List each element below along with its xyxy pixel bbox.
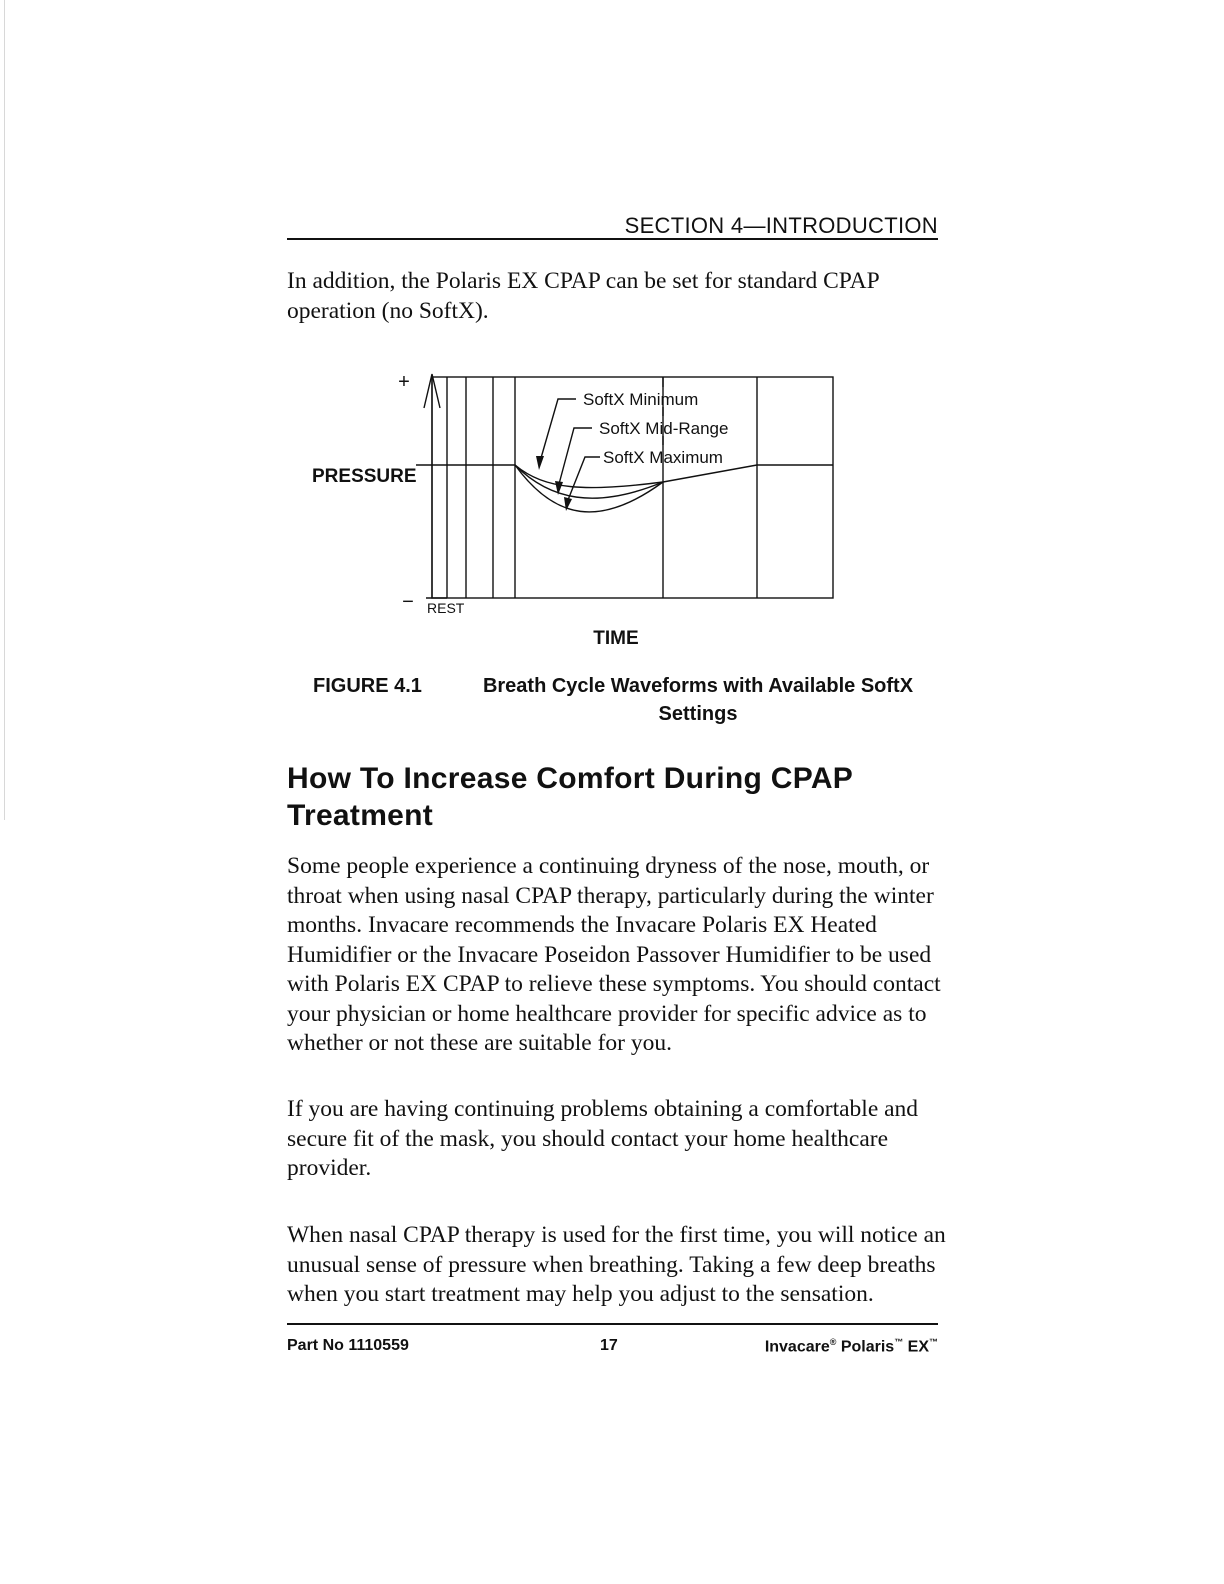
footer-rule: [287, 1323, 938, 1325]
plus-label: +: [398, 371, 410, 393]
intro-paragraph: In addition, the Polaris EX CPAP can be set for standard CPAP operation (no SoftX).: [287, 268, 879, 324]
callout-softx-midrange: SoftX Mid-Range: [599, 419, 729, 438]
footer-part-number: Part No 1110559: [287, 1337, 409, 1354]
body-paragraph: Some people experience a continuing dryness of the nose, mouth, or throat when using nasal CPAP therapy, particularly during the winter months. Invacare recommends the Invacare Polaris EX Heated Humidifier or the Invacare Poseidon Passover Humidifier to be used with Polaris EX CPAP to relieve these symptoms. You should contact your physician or home healthcare provider for specific advice as to whether or not these are suitable for you.: [287, 853, 941, 1056]
softx-midrange-curve: [515, 465, 663, 498]
rest-label: REST: [427, 600, 465, 616]
callout-softx-maximum: SoftX Maximum: [603, 448, 723, 467]
callout-leader: [541, 399, 576, 458]
figure-title: Breath Cycle Waveforms with Available SoftX Settings: [482, 675, 914, 725]
footer-product: [700, 1337, 938, 1356]
callout-softx-minimum: SoftX Minimum: [583, 390, 699, 409]
body-paragraph: If you are having continuing problems obtaining a comfortable and secure fit of the mask, you should contact your home healthcare provider.: [287, 1096, 919, 1181]
softx-minimum-curve: [515, 465, 757, 488]
footer-product-name: Polaris: [840, 1338, 895, 1356]
footer-model: EX: [907, 1338, 929, 1356]
registered-mark: ®: [829, 1337, 837, 1347]
trademark-mark: ™: [894, 1337, 904, 1347]
plot-frame: [432, 377, 833, 598]
minus-label: −: [402, 591, 414, 613]
time-label: TIME: [593, 628, 639, 649]
header-rule: [287, 238, 938, 240]
pressure-label: PRESSURE: [312, 466, 417, 487]
figure-number: FIGURE 4.1: [313, 675, 422, 697]
body-paragraph: When nasal CPAP therapy is used for the first time, you will notice an unusual sense of pressure when breathing. Taking a few deep breaths when you start treatment may help you adjust to the sensation.: [287, 1222, 946, 1307]
callout-leader: [568, 457, 600, 500]
section-heading: How To Increase Comfort During CPAP Treatment: [287, 762, 853, 832]
callout-arrowhead: [536, 456, 544, 470]
section-header: SECTION 4—INTRODUCTION: [624, 213, 938, 238]
callout-leader: [559, 428, 592, 484]
footer-page-number: 17: [600, 1337, 618, 1354]
softx-maximum-curve: [515, 465, 663, 512]
footer-brand: Invacare: [764, 1338, 830, 1356]
scan-edge-line: [4, 0, 5, 820]
breath-cycle-figure: [300, 360, 860, 660]
trademark-mark: ™: [929, 1337, 938, 1347]
